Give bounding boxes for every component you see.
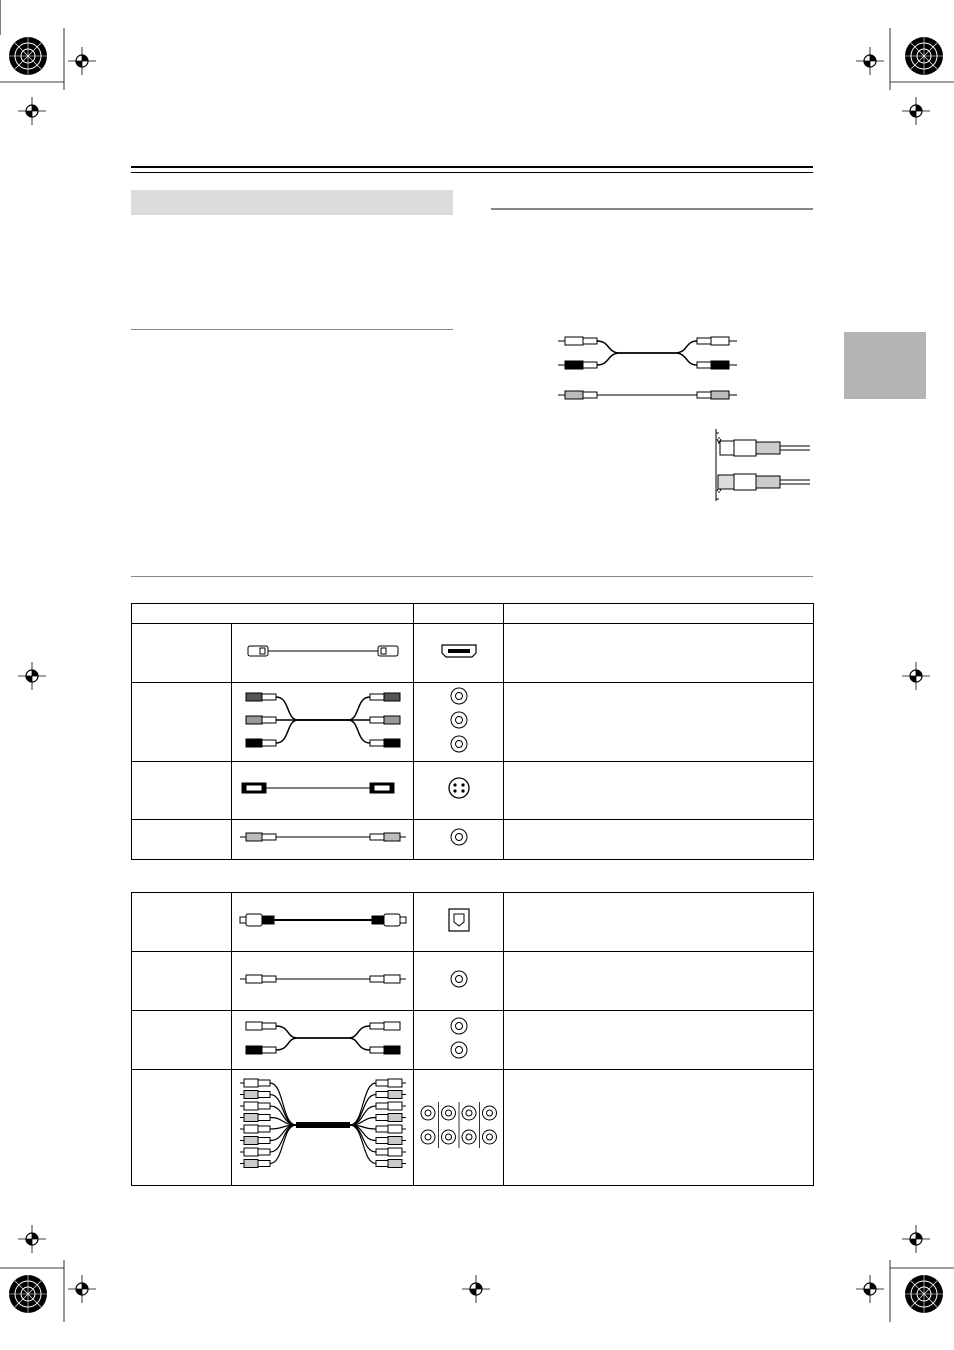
right-subsection-rule: [491, 208, 813, 210]
component-video-jacks-icon: [444, 685, 474, 755]
optical-jack-icon: [444, 905, 474, 935]
row-description: [504, 624, 814, 683]
composite-video-cable-icon: [238, 827, 408, 847]
component-video-cable-icon: [238, 688, 408, 752]
chapter-side-tab: [844, 332, 926, 399]
section-divider-rule: [131, 576, 813, 577]
table-row: [132, 952, 814, 1011]
row-label: [132, 952, 232, 1011]
s-video-jack-icon: [444, 773, 474, 803]
optical-digital-cable-icon: [238, 910, 408, 930]
row-label: [132, 893, 232, 952]
table-row: [132, 1070, 814, 1186]
table-header-row: [132, 604, 814, 624]
table-row: [132, 762, 814, 820]
table-row: [132, 893, 814, 952]
audio-connection-table: [131, 892, 814, 1186]
hdmi-cable-icon: [238, 641, 408, 661]
row-description: [504, 762, 814, 820]
left-subsection-rule: [131, 329, 453, 330]
row-description: [504, 952, 814, 1011]
row-label: [132, 762, 232, 820]
header-cell-description: [504, 604, 814, 624]
video-connection-table: [131, 603, 814, 860]
row-description: [504, 683, 814, 762]
analog-audio-jacks-icon: [444, 1014, 474, 1062]
coaxial-jack-icon: [444, 967, 474, 991]
header-cell-cable: [132, 604, 414, 624]
hdmi-jack-icon: [439, 641, 479, 661]
header-rule-thin: [131, 172, 813, 173]
multichannel-jacks-icon: [417, 1100, 501, 1150]
row-label: [132, 624, 232, 683]
rca-cables-illustration: [555, 332, 755, 412]
row-description: [504, 1011, 814, 1070]
row-label: [132, 1070, 232, 1186]
header-rule: [131, 166, 813, 168]
coaxial-digital-cable-icon: [238, 969, 408, 989]
analog-audio-cable-icon: [238, 1016, 408, 1060]
table-row: [132, 820, 814, 860]
section-heading-bar: [131, 190, 453, 215]
row-description: [504, 820, 814, 860]
multichannel-audio-cable-icon: [238, 1077, 408, 1173]
table-row: [132, 1011, 814, 1070]
table-row: [132, 683, 814, 762]
s-video-cable-icon: [238, 778, 408, 798]
row-description: [504, 1070, 814, 1186]
row-label: [132, 820, 232, 860]
composite-video-jack-icon: [444, 825, 474, 849]
row-description: [504, 893, 814, 952]
plug-insertion-illustration: [705, 425, 815, 505]
header-cell-jack: [414, 604, 504, 624]
table-row: [132, 624, 814, 683]
row-label: [132, 683, 232, 762]
row-label: [132, 1011, 232, 1070]
